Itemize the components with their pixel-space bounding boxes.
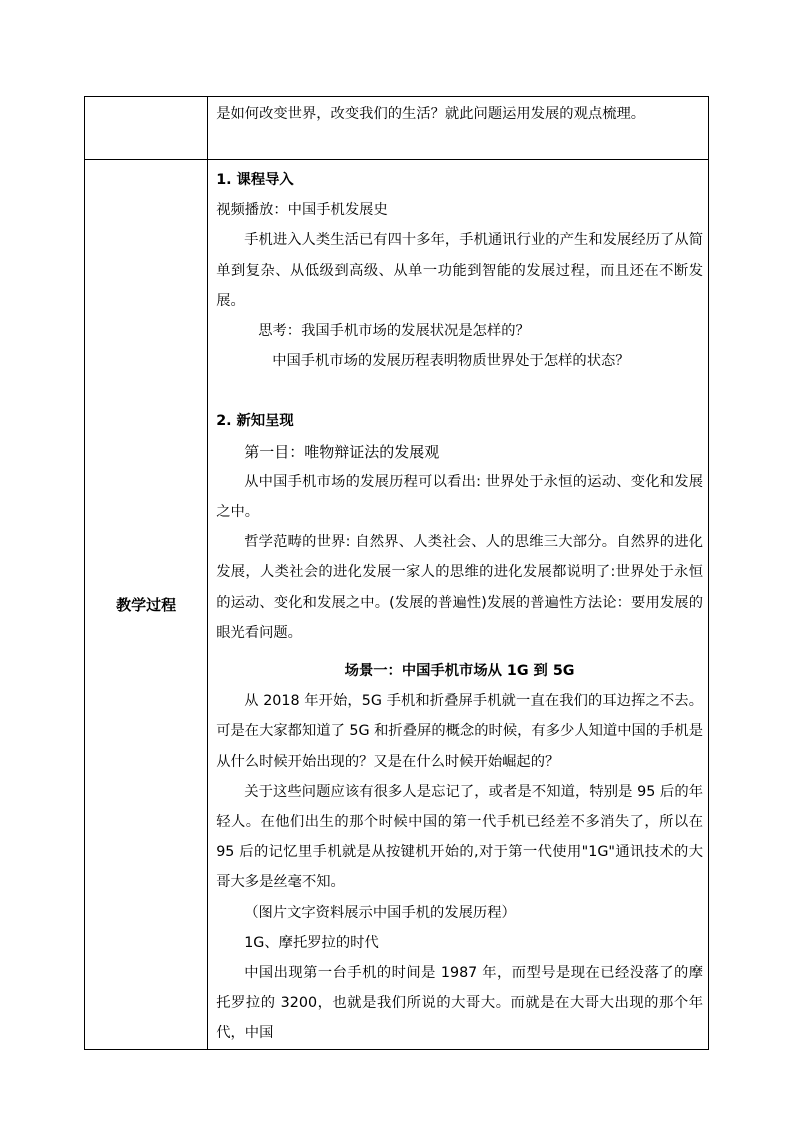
item-title: 第一目：唯物辩证法的发展观 bbox=[244, 442, 440, 461]
paragraph: 从中国手机市场的发展历程可以看出: 世界处于永恒的运动、变化和发展之中。 bbox=[216, 473, 703, 521]
row-content-cell bbox=[208, 160, 709, 1050]
row-label-cell bbox=[85, 97, 208, 160]
section-heading-new-knowledge: 2. 新知呈现 bbox=[216, 413, 294, 430]
table-row bbox=[85, 97, 709, 160]
paragraph: 中国出现第一台手机的时间是 1987 年，而型号是现在已经没落了的摩托罗拉的 3200，也就是我们所说的大哥大。而就是在大哥大出现的那个年代，中国 bbox=[216, 965, 703, 1042]
paragraph: 1G、摩托罗拉的时代 bbox=[244, 934, 379, 951]
think-question-1: 思考：我国手机市场的发展状况是怎样的？ bbox=[258, 323, 530, 340]
paragraph: 从 2018 年开始，5G 手机和折叠屏手机就一直在我们的耳边挥之不去。可是在大家都知道了 5G 和折叠屏的概念的时候，有多少人知道中国的手机是从什么时候开始出现的？又是在什么时候开始崛起的？ bbox=[216, 693, 703, 770]
lesson-plan-table bbox=[84, 96, 709, 1050]
paragraph: 哲学范畴的世界: 自然界、人类社会、人的思维三大部分。自然界的进化发展，人类社会的进化发展一家人的思维的进化发展都说明了:世界处于永恒的运动、变化和发展之中。(发展的普遍性)发展的普遍性方法论：要用发展的眼光看问题。 bbox=[216, 534, 703, 641]
table-row bbox=[85, 160, 709, 1050]
think-question-2: 中国手机市场的发展历程表明物质世界处于怎样的状态？ bbox=[272, 353, 630, 370]
section-heading-intro: 1. 课程导入 bbox=[216, 172, 294, 188]
video-line: 视频播放：中国手机发展史 bbox=[216, 202, 388, 219]
spacer bbox=[216, 376, 703, 406]
row-content-cell bbox=[208, 97, 709, 160]
spacer bbox=[216, 648, 703, 656]
paragraph: 关于这些问题应该有很多人是忘记了，或者是不知道，特别是 95 后的年轻人。在他们出生的那个时候中国的第一代手机已经差不多消失了，所以在 95 后的记忆里手机就是从按键机开始的,对于第一代使用"1G"通讯技术的大哥大多是丝毫不知。 bbox=[216, 783, 703, 891]
paragraph: （图片文字资料展示中国手机的发展历程） bbox=[244, 904, 516, 921]
continued-text: 是如何改变世界，改变我们的生活？就此问题运用发展的观点梳理。 bbox=[216, 106, 646, 122]
intro-paragraph: 手机进入人类生活已有四十多年，手机通讯行业的产生和发展经历了从简单到复杂、从低级到高级、从单一功能到智能的发展过程，而且还在不断发展。 bbox=[216, 232, 703, 309]
row-label-teaching-process: 教学过程 bbox=[85, 160, 208, 1050]
scene-title: 场景一：中国手机市场从 1G 到 5G bbox=[344, 663, 575, 680]
